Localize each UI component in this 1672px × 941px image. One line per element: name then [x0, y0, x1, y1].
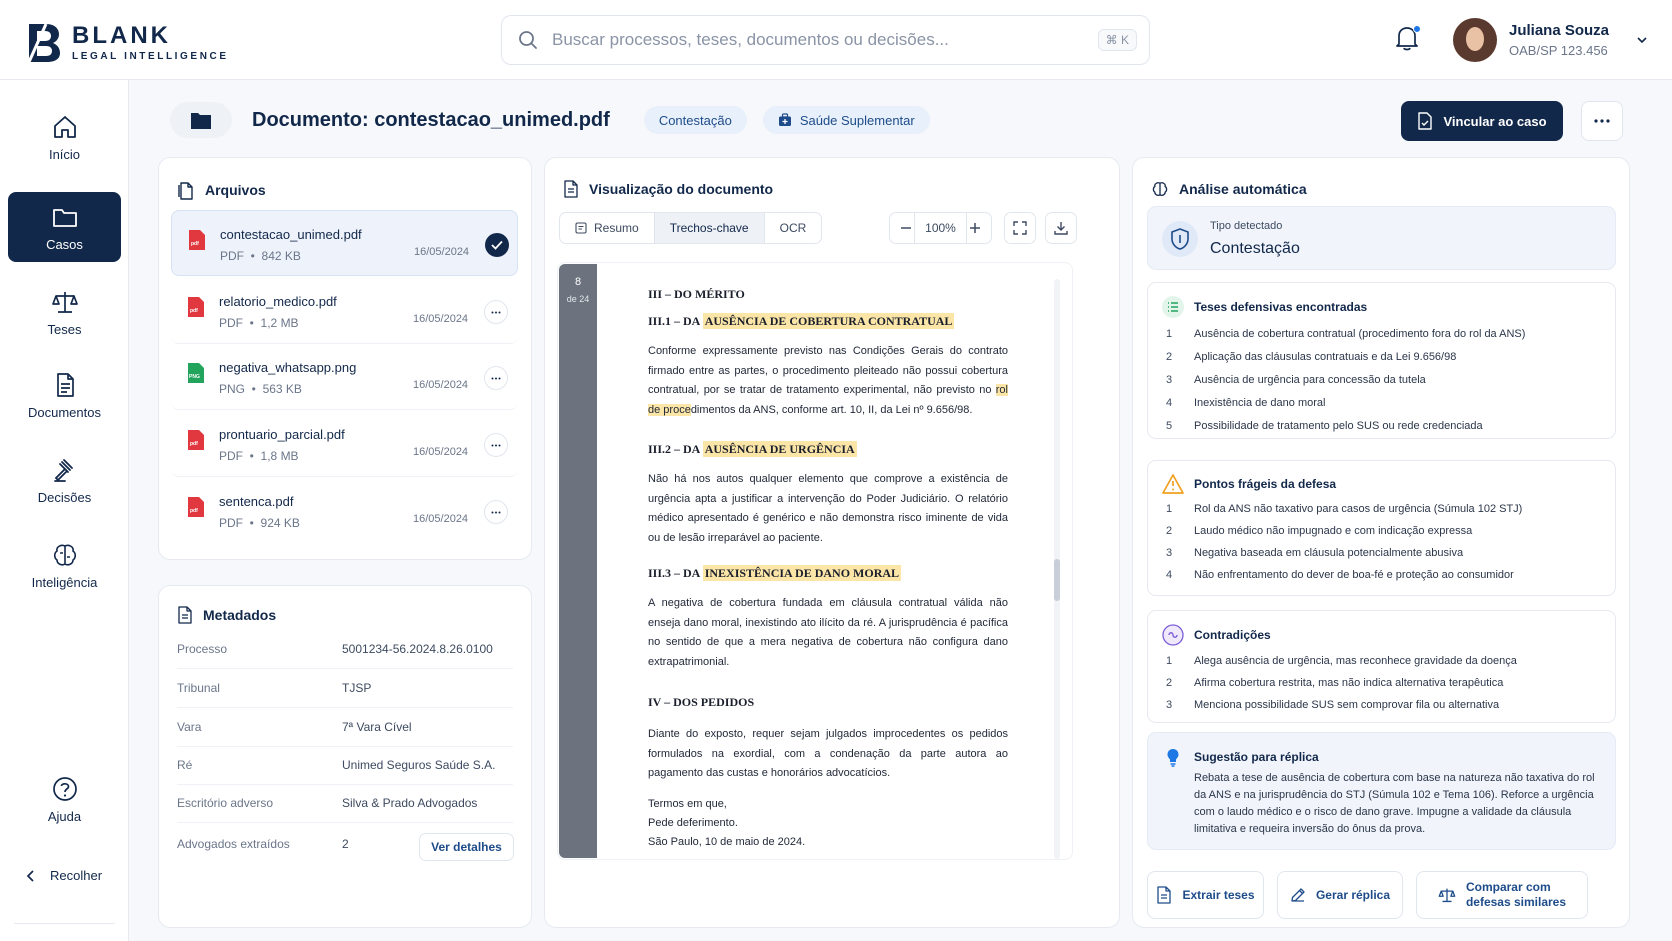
search-shortcut: ⌘ K	[1098, 29, 1137, 51]
search-icon	[518, 30, 538, 50]
metadata-key: Vara	[177, 720, 202, 734]
user-oab: OAB/SP 123.456	[1509, 43, 1608, 58]
help-icon	[51, 775, 79, 803]
tab-label: Resumo	[594, 221, 639, 235]
file-date: 16/05/2024	[413, 313, 469, 325]
sidebar-item-documentos[interactable]	[8, 360, 121, 430]
list-item: 1 Alega ausência de urgência, mas reconhece gravidade da doença	[1166, 655, 1517, 667]
highlighted-excerpt[interactable]: INEXISTÊNCIA DE DANO MORAL	[704, 566, 900, 580]
metadata-card	[158, 585, 532, 928]
list-item: 2 Laudo médico não impugnado e com indicação expressa	[1166, 525, 1473, 537]
scale-icon	[1438, 886, 1456, 904]
more-horizontal-icon	[491, 444, 501, 447]
tab-resumo[interactable]	[560, 213, 655, 243]
contradictions-panel	[1147, 610, 1616, 723]
file-meta: PDF • 1,8 MB	[219, 449, 299, 463]
svg-text:pdf: pdf	[190, 508, 198, 514]
metadata-value: TJSP	[342, 681, 372, 695]
document-viewer-card	[544, 157, 1120, 928]
analysis-card	[1132, 157, 1630, 928]
sidebar-item-teses[interactable]	[8, 277, 121, 347]
sidebar-item-label: Teses	[47, 321, 82, 337]
files-title	[177, 180, 266, 200]
file-item[interactable]	[171, 278, 518, 344]
metadata-row	[177, 785, 513, 823]
card-title-label: Visualização do documento	[589, 181, 774, 197]
document-link-icon	[1417, 112, 1433, 130]
metadata-key: Escritório adverso	[177, 796, 274, 810]
highlighted-excerpt[interactable]: rol de proce	[648, 384, 1008, 416]
file-options-button[interactable]	[484, 366, 508, 390]
list-item: 2 Afirma cobertura restrita, mas não indica alternativa terapêutica	[1166, 677, 1504, 689]
paragraph: Conforme expressamente previsto nas Condições Gerais do contrato firmado entre as partes, o procedimento pleiteado não possui cobertura contratual, por se tratar de tratamento experimental, não previsto no rol de procedimentos da ANS, conforme art. 10, II, da Lei nº 9.656/98.	[648, 345, 1008, 416]
file-item[interactable]	[171, 210, 518, 276]
pdf-file-icon	[187, 296, 205, 318]
tab-trechos-chave[interactable]	[655, 213, 765, 243]
generate-reply-button[interactable]: Gerar réplica	[1277, 871, 1403, 919]
logo-mark-icon	[26, 22, 62, 64]
sidebar-item-decisoes[interactable]	[8, 445, 121, 515]
extract-theses-button[interactable]: Extrair teses	[1147, 871, 1264, 919]
detected-type-panel	[1147, 206, 1616, 270]
file-meta: PDF • 924 KB	[219, 516, 300, 530]
list-item: 2 Aplicação das cláusulas contratuais e da Lei 9.656/98	[1166, 351, 1457, 363]
panel-title: Pontos frágeis da defesa	[1162, 474, 1336, 494]
file-name: contestacao_unimed.pdf	[220, 227, 362, 242]
more-horizontal-icon	[491, 377, 501, 380]
paragraph: Não há nos autos qualquer elemento que comprove a existência de urgência apta a justificar a intervenção do Poder Judiciário. O relatório médico apresentado é genérico e não demonstra risco iminente de vida ou de lesão irreparável ao paciente.	[648, 473, 1008, 544]
list-item: 1 Ausência de cobertura contratual (procedimento fora do rol da ANS)	[1166, 328, 1526, 340]
download-button[interactable]	[1045, 212, 1077, 244]
sidebar-item-label: Documentos	[28, 404, 101, 420]
svg-text:pdf: pdf	[191, 241, 199, 247]
document-header	[170, 98, 930, 142]
png-file-icon	[187, 362, 205, 384]
closing-line: Termos em que,	[648, 798, 727, 810]
link-to-case-label: Vincular ao caso	[1443, 113, 1547, 129]
analysis-title	[1151, 180, 1307, 198]
pdf-file-icon	[187, 429, 205, 451]
summary-icon	[575, 222, 587, 234]
fullscreen-icon	[1013, 221, 1027, 235]
pdf-file-icon	[188, 229, 206, 251]
view-details-button[interactable]: Ver detalhes	[419, 833, 514, 861]
file-date: 16/05/2024	[413, 379, 469, 391]
brand-tagline: LEGAL INTELLIGENCE	[72, 51, 229, 62]
folder-badge	[170, 102, 232, 138]
folder-icon	[51, 203, 79, 231]
highlighted-excerpt[interactable]: AUSÊNCIA DE URGÊNCIA	[704, 442, 855, 456]
scale-icon	[51, 288, 79, 316]
weak-points-panel	[1147, 460, 1616, 596]
more-horizontal-icon	[491, 311, 501, 314]
panel-title: Contradições	[1162, 624, 1271, 646]
search-placeholder: Buscar processos, teses, documentos ou decisões...	[552, 30, 949, 49]
file-meta: PDF • 1,2 MB	[219, 316, 299, 330]
metadata-key: Ré	[177, 758, 193, 772]
more-options-button[interactable]	[1581, 101, 1623, 141]
brand-name: BLANK	[72, 22, 171, 49]
reply-suggestion-panel	[1147, 732, 1616, 850]
folder-icon	[190, 110, 212, 130]
scrollbar[interactable]	[1054, 279, 1060, 859]
file-options-button[interactable]	[484, 433, 508, 457]
sidebar-item-ajuda[interactable]	[8, 764, 121, 834]
section-heading: III.3 – DA INEXISTÊNCIA DE DANO MORAL	[648, 566, 900, 580]
link-to-case-button[interactable]	[1401, 101, 1563, 141]
closing-line: Pede deferimento.	[648, 817, 738, 829]
list-item: 3 Negativa baseada em cláusula potencialmente abusiva	[1166, 547, 1464, 559]
svg-text:pdf: pdf	[190, 441, 198, 447]
notification-dot	[1413, 25, 1421, 33]
search-input[interactable]	[501, 15, 1150, 65]
user-name: Juliana Souza	[1509, 22, 1610, 39]
page-indicator[interactable]	[559, 264, 597, 858]
detected-type-value: Contestação	[1210, 240, 1300, 257]
svg-text:PNG: PNG	[189, 374, 200, 380]
pdf-file-icon	[187, 496, 205, 518]
contradiction-icon	[1162, 624, 1184, 646]
brain-icon	[51, 541, 79, 569]
tab-label: Trechos-chave	[669, 221, 749, 235]
metadata-value: 7ª Vara Cível	[342, 720, 412, 734]
page-title: Documento: contestacao_unimed.pdf	[252, 108, 610, 131]
list-icon	[1162, 296, 1184, 318]
sidebar-item-label: Início	[48, 146, 81, 162]
metadata-row	[177, 747, 513, 785]
medical-bag-icon	[778, 113, 792, 127]
metadata-value: Silva & Prado Advogados	[342, 796, 478, 810]
document-icon	[563, 180, 579, 198]
lightbulb-icon	[1162, 746, 1184, 768]
metadata-row	[177, 709, 513, 747]
list-item: 4 Inexistência de dano moral	[1166, 397, 1326, 409]
defensive-theses-panel	[1147, 282, 1616, 439]
metadata-row	[177, 670, 513, 708]
notifications-button[interactable]	[1394, 24, 1422, 54]
paragraph: A negativa de cobertura fundada em cláusula contratual válida não enseja dano moral, inexistindo ato ilícito da ré. A jurisprudência é pacífica no sentido de que a mera negativa de cobertura não configura dano extrapatrimonial.	[648, 597, 1008, 668]
avatar	[1453, 18, 1497, 62]
tab-ocr[interactable]	[765, 213, 822, 243]
file-date: 16/05/2024	[413, 513, 469, 525]
list-item: 1 Rol da ANS não taxativo para casos de urgência (Súmula 102 STJ)	[1166, 503, 1523, 515]
file-date: 16/05/2024	[413, 446, 469, 458]
sidebar-item-label: Decisões	[37, 489, 92, 505]
files-icon	[177, 180, 195, 200]
scrollbar-thumb[interactable]	[1054, 559, 1060, 601]
selected-check-icon	[485, 233, 509, 257]
collapse-button[interactable]	[26, 868, 102, 883]
page-total: de 24	[566, 294, 590, 304]
sidebar-item-label: Casos	[46, 236, 83, 252]
tab-label: OCR	[779, 221, 807, 235]
metadata-row	[177, 631, 513, 669]
top-bar	[0, 0, 1672, 80]
sidebar	[0, 80, 129, 941]
zoom-out-icon[interactable]	[900, 222, 912, 234]
sidebar-item-label: Inteligência	[31, 574, 98, 590]
metadata-icon	[177, 606, 193, 624]
more-horizontal-icon	[1594, 119, 1610, 123]
metadata-value: 2	[342, 837, 349, 851]
panel-title: Sugestão para réplica	[1162, 746, 1319, 768]
file-name: prontuario_parcial.pdf	[219, 427, 345, 442]
section-heading: IV – DOS PEDIDOS	[648, 695, 755, 709]
user-menu[interactable]	[1453, 18, 1649, 62]
logo[interactable]	[26, 22, 229, 64]
edit-icon	[1290, 887, 1306, 903]
gavel-icon	[51, 456, 79, 484]
suggestion-text: Rebata a tese de ausência de cobertura com base na natureza não taxativa do rol da ANS e na jurisprudência do STJ (Súmula 102 e Tema 106). Reforce a urgência com o laudo médico e o risco de dano grave. Impugne a validade da cláusula limitativa e requeira inversão do ônus da prova.	[1194, 772, 1595, 835]
document-page[interactable]	[557, 262, 1073, 860]
sidebar-item-casos[interactable]	[8, 192, 121, 262]
chip-label: Contestação	[658, 112, 732, 128]
panel-title: Teses defensivas encontradas	[1162, 296, 1367, 318]
metadata-value: Unimed Seguros Saúde S.A.	[342, 758, 496, 772]
viewer-title	[563, 180, 773, 198]
file-date: 16/05/2024	[414, 246, 470, 258]
list-item: 5 Possibilidade de tratamento pelo SUS ou rede credenciada	[1166, 420, 1483, 432]
metadata-key: Tribunal	[177, 681, 220, 695]
list-item: 3 Menciona possibilidade SUS sem comprovar fila ou alternativa	[1166, 699, 1500, 711]
sidebar-item-inicio[interactable]	[8, 102, 121, 172]
svg-text:pdf: pdf	[190, 308, 198, 314]
list-item: 3 Ausência de urgência para concessão da tutela	[1166, 374, 1426, 386]
highlighted-excerpt[interactable]: AUSÊNCIA DE COBERTURA CONTRATUAL	[704, 314, 953, 328]
files-card	[158, 157, 532, 560]
closing-line: São Paulo, 10 de maio de 2024.	[648, 836, 806, 848]
file-options-button[interactable]	[484, 300, 508, 324]
metadata-title	[177, 606, 276, 624]
card-title-label: Arquivos	[205, 182, 266, 198]
chip-label: Saúde Suplementar	[799, 112, 915, 128]
brain-icon	[1151, 180, 1169, 198]
compare-defenses-button[interactable]: Comparar com defesas similares	[1416, 871, 1588, 919]
document-extract-icon	[1156, 886, 1172, 904]
detected-type-label: Tipo detectado	[1210, 220, 1283, 232]
metadata-value: 5001234-56.2024.8.26.0100	[342, 642, 493, 656]
divider	[14, 923, 115, 924]
chevron-left-icon	[26, 869, 36, 883]
zoom-in-icon[interactable]	[969, 222, 981, 234]
file-item[interactable]	[171, 344, 518, 410]
sidebar-item-inteligencia[interactable]	[8, 530, 121, 600]
section-heading: III.1 – DA AUSÊNCIA DE COBERTURA CONTRATUAL	[648, 314, 953, 328]
metadata-key: Advogados extraídos	[177, 837, 290, 851]
chevron-down-icon[interactable]	[1635, 33, 1649, 47]
file-name: negativa_whatsapp.png	[219, 360, 357, 375]
zoom-level: 100%	[914, 213, 967, 243]
file-options-button[interactable]	[484, 500, 508, 524]
list-item: 4 Não enfrentamento do dever de boa-fé e proteção ao consumidor	[1166, 569, 1514, 581]
file-meta: PNG • 563 KB	[219, 382, 302, 396]
home-icon	[51, 113, 79, 141]
file-meta: PDF • 842 KB	[220, 249, 301, 263]
file-item[interactable]	[171, 478, 518, 544]
collapse-label: Recolher	[50, 868, 103, 883]
shield-icon	[1162, 221, 1198, 257]
paragraph: Diante do exposto, requer sejam julgados improcedentes os pedidos formulados na exordial, com a condenação da parte autora ao pagamento das custas e honorários advocatícios.	[648, 728, 1008, 779]
sidebar-item-label: Ajuda	[47, 808, 82, 824]
page-number: 8	[574, 276, 582, 288]
tag-chip[interactable]	[763, 106, 930, 134]
viewer-tabs	[559, 212, 822, 244]
card-title-label: Metadados	[203, 607, 277, 623]
document-icon	[51, 371, 79, 399]
file-item[interactable]	[171, 411, 518, 477]
warning-icon	[1162, 474, 1184, 494]
tag-chip[interactable]	[644, 106, 747, 134]
zoom-control	[889, 212, 992, 244]
file-name: sentenca.pdf	[219, 494, 294, 509]
section-heading: III.2 – DA AUSÊNCIA DE URGÊNCIA	[648, 442, 855, 456]
download-icon	[1054, 221, 1068, 235]
more-horizontal-icon	[491, 511, 501, 514]
file-name: relatorio_medico.pdf	[219, 294, 337, 309]
section-heading: III – DO MÉRITO	[648, 287, 745, 301]
metadata-key: Processo	[177, 642, 228, 656]
card-title-label: Análise automática	[1179, 181, 1307, 197]
fullscreen-button[interactable]	[1004, 212, 1036, 244]
